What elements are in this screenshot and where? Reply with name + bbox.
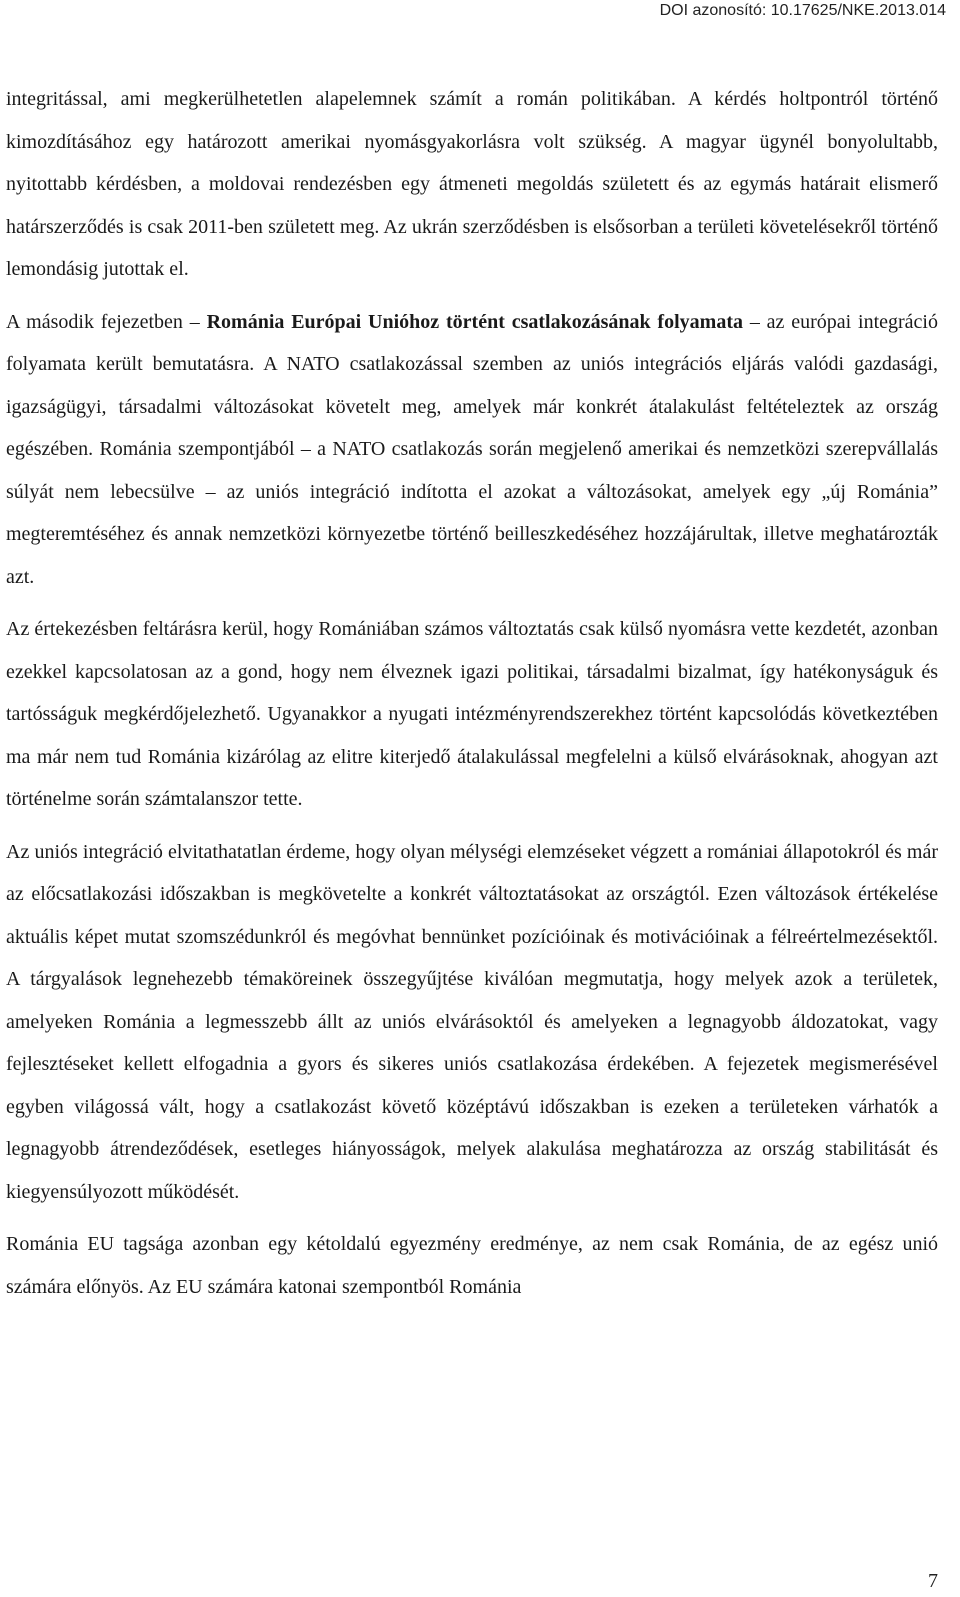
paragraph-2	[6, 301, 938, 599]
paragraph-4: Az uniós integráció elvitathatatlan érdeme, hogy olyan mélységi elemzéseket végzett a romániai állapotokról és már az előcsatlakozási időszakban is megkövetelte a konkrét változtatásokat az országtól. Ezen változások értékelése aktuális képet mutat szomszédunkról és megóvhat bennünket pozícióinak és motivációinak a félreértelmezésektől. A tárgyalások legnehezebb témaköreinek összegyűjtése kiválóan megmutatja, hogy melyek azok a területek, amelyeken Románia a legmesszebb állt az uniós elvárásoktól és amelyeken a legnagyobb áldozatokat, vagy fejlesztéseket kellett elfogadnia a gyors és sikeres uniós csatlakozása érdekében. A fejezetek megismerésével egyben világossá vált, hogy a csatlakozást követő középtávú időszakban is ezeken a területeken várhatók a legnagyobb átrendeződések, esetleges hiányosságok, melyek alakulása meghatározza az ország stabilitását és kiegyensúlyozott működését.	[6, 840, 938, 1203]
page-number: 7	[928, 1570, 938, 1592]
document-body	[6, 78, 938, 1318]
chapter-title: Románia Európai Unióhoz történt csatlakozásának folyamata	[206, 310, 743, 333]
paragraph-2-body: – az európai integráció folyamata került bemutatásra. A NATO csatlakozással szemben az uniós integrációs eljárás valódi gazdasági, igazságügyi, társadalmi változásokat követelt meg, amelyek már konkrét átalakulást feltételeztek az ország egészében. Románia szempontjából – a NATO csatlakozás során megjelenő amerikai és nemzetközi szerepvállalás súlyát nem lebecsülve – az uniós integráció indította el azokat a változásokat, amelyek egy „új Románia” megteremtéséhez és annak nemzetközi környezetbe történő beilleszkedéséhez hozzájárultak, illetve meghatározták azt.	[6, 310, 938, 588]
doi-header: DOI azonosító: 10.17625/NKE.2013.014	[659, 2, 946, 19]
paragraph-3: Az értekezésben feltárásra kerül, hogy Romániában számos változtatás csak külső nyomásra vette kezdetét, azonban ezekkel kapcsolatosan az a gond, hogy nem élveznek igazi politikai, társadalmi bizalmat, így hatékonyságuk és tartósságuk megkérdőjelezhető. Ugyanakkor a nyugati intézményrendszerekhez történt kapcsolódás következtében ma már nem tud Románia kizárólag az elitre kiterjedő átalakulással megfelelni a külső elvárásoknak, ahogyan azt történelme során számtalanszor tette.	[6, 618, 938, 810]
paragraph-5: Románia EU tagsága azonban egy kétoldalú egyezmény eredménye, az nem csak Románia, de az egész unió számára előnyös. Az EU számára katonai szempontból Románia	[6, 1233, 938, 1298]
paragraph-1: integritással, ami megkerülhetetlen alapelemnek számít a román politikában. A kérdés holtpontról történő kimozdításához egy határozott amerikai nyomásgyakorlásra volt szükség. A magyar ügynél bonyolultabb, nyitottabb kérdésben, a moldovai rendezésben egy átmeneti megoldás született és az egymás határait elismerő határszerződés is csak 2011-ben született meg. Az ukrán szerződésben is elsősorban a területi követelésekről történő lemondásig jutottak el.	[6, 88, 938, 280]
paragraph-2-lead: A második fejezetben –	[6, 310, 207, 333]
